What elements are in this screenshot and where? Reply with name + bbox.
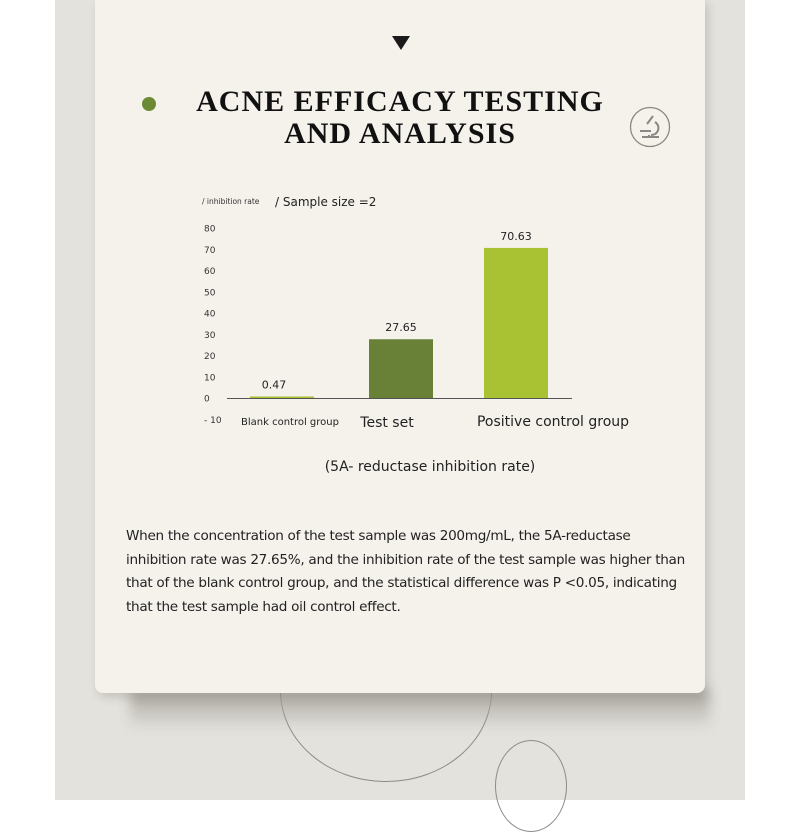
title-line-1: ACNE EFFICACY TESTING [196, 85, 604, 118]
data-label: 27.65 [385, 321, 417, 335]
chart-subtitle: / Sample size =2 [275, 195, 377, 209]
y-tick-label: 10 [204, 373, 216, 384]
y-tick-label: - 10 [204, 415, 222, 426]
y-axis-label: / inhibition rate [202, 197, 260, 206]
y-tick-label: 40 [204, 309, 216, 320]
title-line-2: AND ANALYSIS [284, 117, 516, 150]
category-label: Blank control group [241, 417, 339, 428]
bar [369, 339, 433, 398]
data-label: 70.63 [500, 229, 532, 243]
y-tick-label: 20 [204, 352, 216, 362]
y-tick-label: 60 [204, 267, 216, 277]
category-label: Positive control group [476, 414, 630, 430]
bar [250, 397, 314, 399]
y-tick-label: 80 [204, 224, 216, 235]
x-axis-label: (5A- reductase inhibition rate) [324, 459, 536, 475]
y-tick-label: 0 [204, 394, 210, 405]
y-tick-label: 50 [204, 288, 216, 299]
y-tick-label: 30 [204, 330, 216, 341]
description-paragraph: When the concentration of the test sample was 200mg/mL, the 5A-reductase inhibition rate was 27.65%, and the inhibition rate of the test sample was higher than that of the blank control group, and the statistical difference was P <0.05, indicating that the test sample had oil control effect. [126, 528, 685, 615]
bar [484, 248, 548, 398]
category-label: Test set [360, 415, 414, 431]
data-label: 0.47 [261, 378, 287, 392]
y-tick-label: 70 [204, 245, 216, 256]
